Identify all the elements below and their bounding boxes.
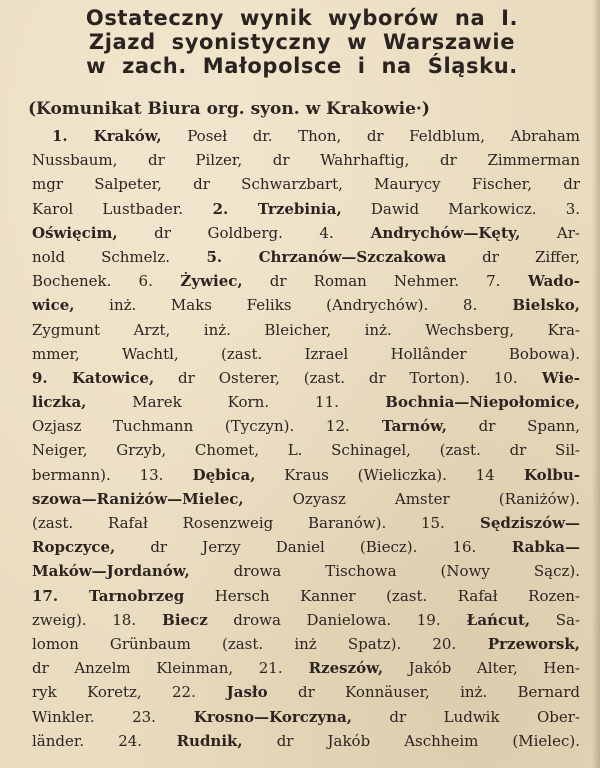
place-name: Wado- bbox=[500, 272, 580, 291]
body-text-segment: zweig). 18. bbox=[32, 610, 137, 629]
article-body bbox=[32, 124, 580, 753]
body-text-segment: dr Roman Nehmer. 7. bbox=[242, 272, 501, 291]
place-name: Andrychów—Kęty, bbox=[333, 223, 521, 242]
body-text-segment: Ar- bbox=[520, 223, 580, 242]
place-name: Bochnia—Niepołomice, bbox=[338, 393, 580, 412]
place-name: Kolbu- bbox=[494, 465, 580, 484]
place-name: Maków—Jordanów, bbox=[32, 562, 190, 581]
place-name: wice, bbox=[32, 296, 75, 315]
body-line bbox=[32, 148, 580, 172]
body-text-segment: dr Goldberg. 4. bbox=[117, 223, 334, 242]
body-text-segment: Dawid Markowicz. 3. bbox=[341, 199, 580, 218]
place-name: Oświęcim, bbox=[32, 223, 118, 242]
place-name: Bielsko, bbox=[477, 296, 580, 315]
place-name: Dębica, bbox=[163, 465, 256, 484]
place-name: 9. Katowice, bbox=[32, 368, 155, 387]
body-line bbox=[32, 487, 580, 511]
body-line bbox=[32, 197, 580, 221]
body-line bbox=[32, 293, 580, 317]
article-subheading: (Komunikat Biura org. syon. w Krakowie·) bbox=[28, 99, 430, 119]
headline-line: w zach. Małopolsce i na Śląsku. bbox=[86, 54, 518, 78]
body-text-segment: Neiger, Grzyb, Chomet, L. Schinagel, (zast. dr Sil- bbox=[32, 441, 580, 460]
body-text-segment: Bochenek. 6. bbox=[32, 272, 153, 291]
article-headline bbox=[22, 6, 582, 78]
body-text-segment: bermann). 13. bbox=[32, 465, 164, 484]
body-text-segment: Sa- bbox=[530, 610, 580, 629]
body-text-segment: dr Osterer, (zast. dr Torton). 10. bbox=[154, 368, 518, 387]
place-name: Rudnik, bbox=[142, 731, 243, 750]
body-text-segment: Marek Korn. 11. bbox=[86, 393, 339, 412]
body-line bbox=[32, 632, 580, 656]
place-name: Łańcut, bbox=[440, 610, 531, 629]
body-line bbox=[32, 584, 580, 608]
body-line bbox=[32, 366, 580, 390]
body-line bbox=[32, 414, 580, 438]
place-name: szowa—Raniżów—Mielec, bbox=[32, 489, 244, 508]
body-text-segment: dr Anzelm Kleinman, 21. bbox=[32, 659, 283, 678]
body-text-segment: mgr Salpeter, dr Schwarzbart, Maurycy Fischer, dr bbox=[32, 175, 580, 194]
body-text-segment: Ozjasz Tuchmann (Tyczyn). 12. bbox=[32, 417, 350, 436]
place-name: liczka, bbox=[32, 393, 87, 412]
body-text-segment: inż. Maks Feliks (Andrychów). 8. bbox=[74, 296, 478, 315]
body-line bbox=[32, 680, 580, 704]
place-name: Tarnów, bbox=[349, 417, 448, 436]
body-text-segment: dr Ludwik Ober- bbox=[351, 707, 580, 726]
place-name: Przeworsk, bbox=[456, 634, 580, 653]
body-line bbox=[32, 245, 580, 269]
place-name: 2. Trzebinia, bbox=[182, 199, 342, 218]
place-name: Ropczyce, bbox=[32, 538, 116, 557]
place-name: Wie- bbox=[517, 368, 580, 387]
body-text-segment: Karol Lustbader. bbox=[32, 199, 183, 218]
body-text-segment: dr Jerzy Daniel (Biecz). 16. bbox=[115, 538, 477, 557]
place-name: Żywiec, bbox=[152, 272, 243, 291]
place-name: Rzeszów, bbox=[282, 659, 384, 678]
body-text-segment: mmer, Wachtl, (zast. Izrael Hollânder Bobowa). bbox=[32, 344, 580, 363]
body-line bbox=[32, 172, 580, 196]
headline-line: Zjazd syonistyczny w Warszawie bbox=[88, 30, 516, 54]
body-line bbox=[32, 511, 580, 535]
body-line bbox=[32, 559, 580, 583]
body-text-segment: Poseł dr. Thon, dr Feldblum, Abraham bbox=[161, 127, 580, 145]
body-text-segment: Kraus (Wieliczka). 14 bbox=[255, 465, 495, 484]
body-line bbox=[32, 729, 580, 753]
body-text-segment: Nussbaum, dr Pilzer, dr Wahrhaftig, dr Zimmerman bbox=[32, 151, 580, 170]
body-text-segment: Ozyasz Amster (Raniżów). bbox=[243, 489, 580, 508]
body-text-segment: drowa Danielowa. 19. bbox=[207, 610, 441, 629]
body-text-segment: nold Schmelz. bbox=[32, 247, 171, 266]
body-text-segment: lomon Grünbaum (zast. inż Spatz). 20. bbox=[32, 634, 457, 653]
body-line bbox=[32, 124, 580, 148]
place-name: 17. Tarnobrzeg bbox=[32, 586, 185, 605]
body-text-segment: Winkler. 23. bbox=[32, 707, 156, 726]
body-text-segment: ryk Koretz, 22. bbox=[32, 683, 196, 702]
body-text-segment: dr Ziffer, bbox=[446, 247, 580, 266]
body-text-segment: dr Spann, bbox=[447, 417, 580, 436]
place-name: 1. Kraków, bbox=[52, 127, 162, 145]
body-line bbox=[32, 438, 580, 462]
headline-line: Ostateczny wynik wyborów na I. bbox=[85, 6, 519, 30]
body-text-segment: Hersch Kanner (zast. Rafał Rozen- bbox=[184, 586, 580, 605]
body-line bbox=[32, 705, 580, 729]
place-name: Jasło bbox=[195, 683, 268, 702]
body-line bbox=[32, 535, 580, 559]
body-text-segment: Zygmunt Arzt, inż. Bleicher, inż. Wechsberg, Kra- bbox=[32, 320, 580, 339]
page-edge-shadow bbox=[592, 0, 600, 768]
body-text-segment: Jakób Alter, Hen- bbox=[383, 659, 580, 678]
body-text-segment: dr Konnäuser, inż. Bernard bbox=[267, 683, 580, 702]
body-line bbox=[32, 390, 580, 414]
place-name: 5. Chrzanów—Szczakowa bbox=[170, 247, 447, 266]
body-text-segment: drowa Tischowa (Nowy Sącz). bbox=[189, 562, 580, 581]
body-text-segment: dr Jakób Aschheim (Mielec). bbox=[242, 731, 580, 750]
body-line bbox=[32, 463, 580, 487]
body-line bbox=[32, 318, 580, 342]
body-text-segment: länder. 24. bbox=[32, 731, 143, 750]
place-name: Rabka— bbox=[476, 538, 580, 557]
body-line bbox=[32, 608, 580, 632]
place-name: Krosno—Korczyna, bbox=[155, 707, 352, 726]
body-line bbox=[32, 656, 580, 680]
body-line bbox=[32, 269, 580, 293]
body-line bbox=[32, 221, 580, 245]
place-name: Sędziszów— bbox=[444, 514, 580, 532]
body-line bbox=[32, 342, 580, 366]
place-name: Biecz bbox=[136, 610, 208, 629]
body-text-segment: (zast. Rafał Rosenzweig Baranów). 15. bbox=[32, 514, 445, 532]
